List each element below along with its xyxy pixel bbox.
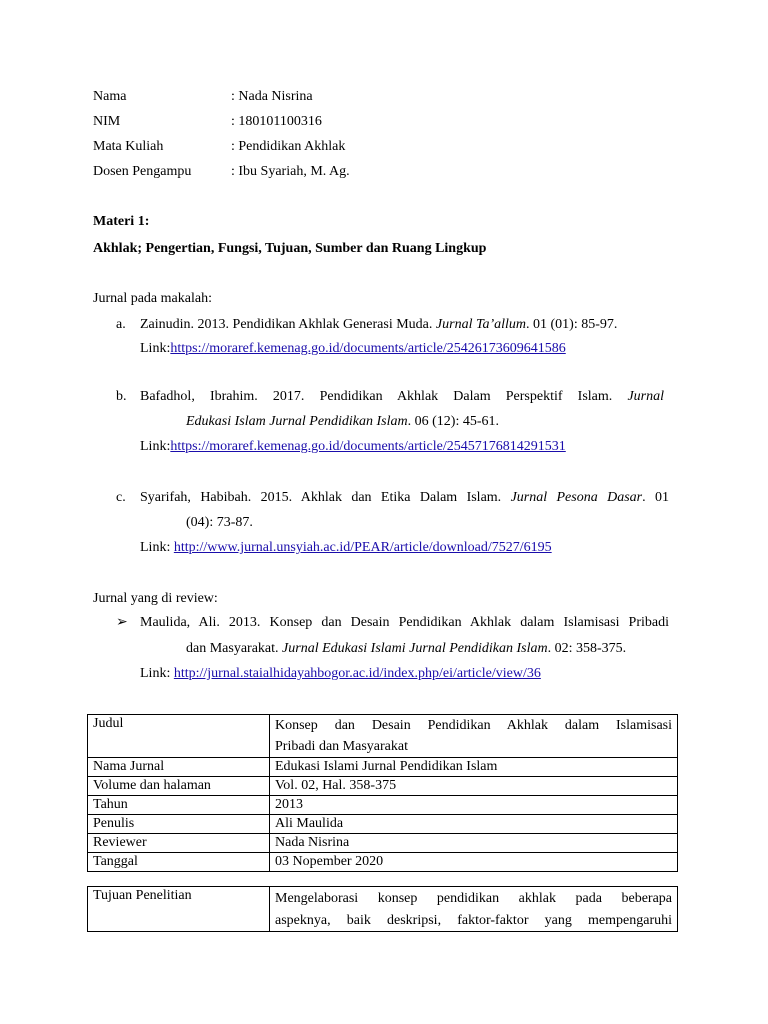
ref-b-journal-part2: Edukasi Islam Jurnal Pendidikan Islam	[186, 414, 408, 429]
ref-a-marker: a.	[116, 317, 126, 332]
ref-c-link-prefix: Link:	[140, 540, 174, 555]
review-text: dan Masyarakat.	[186, 641, 283, 656]
ref-c-pages: (04): 73-87.	[186, 515, 253, 530]
ref-a-journal: Jurnal Ta’allum	[435, 317, 527, 332]
identity-value-nama: : Nada Nisrina	[231, 89, 313, 104]
identity-label-nim: NIM	[93, 114, 121, 129]
ref-b-marker: b.	[116, 389, 127, 404]
review-issue: . 02: 358-375.	[547, 641, 627, 656]
ref-b-citation-line2	[186, 413, 499, 431]
table-label-judul: Judul	[88, 715, 270, 758]
table-value: 03 Nopember 2020	[270, 853, 678, 872]
ref-c-link[interactable]: http://www.jurnal.unsyiah.ac.id/PEAR/article/download/7527/6195	[173, 540, 552, 555]
review-citation-line1: Maulida, Ali. 2013. Konsep dan Desain Pendidikan Akhlak dalam Islamisasi Pribadi	[140, 615, 669, 630]
review-link[interactable]: http://jurnal.staialhidayahbogor.ac.id/index.php/ei/article/view/36	[173, 666, 541, 681]
research-table	[87, 886, 678, 932]
ref-c-citation-line1	[140, 489, 669, 507]
ref-a-text: Zainudin. 2013. Pendidikan Akhlak Generasi Muda.	[140, 317, 436, 332]
ref-c-link-line	[140, 539, 552, 557]
ref-c-marker: c.	[116, 490, 126, 505]
review-heading: Jurnal yang di review:	[93, 591, 218, 606]
makalah-heading: Jurnal pada makalah:	[93, 291, 212, 306]
identity-label-nama: Nama	[93, 89, 127, 104]
ref-c-issue: . 01	[642, 490, 669, 505]
table-label: Reviewer	[88, 834, 270, 853]
table-row	[88, 834, 678, 853]
table-label-tujuan: Tujuan Penelitian	[88, 887, 270, 932]
ref-c-journal: Jurnal Pesona Dasar	[510, 490, 643, 505]
identity-label-mata-kuliah: Mata Kuliah	[93, 139, 164, 154]
ref-b-citation-line1	[140, 388, 664, 406]
tujuan-line2: aspeknya, baik deskripsi, faktor-faktor yang mempengaruhi	[275, 913, 672, 928]
ref-b-link-line	[140, 438, 566, 456]
judul-line2: Pribadi dan Masyarakat	[275, 739, 408, 754]
tujuan-line1: Mengelaborasi konsep pendidikan akhlak pada beberapa	[275, 891, 672, 906]
review-link-prefix: Link:	[140, 666, 174, 681]
table-value: Edukasi Islami Jurnal Pendidikan Islam	[270, 758, 678, 777]
table-row	[88, 815, 678, 834]
ref-a-issue: . 01 (01): 85-97.	[526, 317, 618, 332]
materi-heading: Materi 1:	[93, 214, 150, 229]
ref-b-journal-part1: Jurnal	[627, 389, 664, 404]
table-value-tujuan	[270, 887, 678, 932]
table-value: Nada Nisrina	[270, 834, 678, 853]
ref-b-link-prefix: Link:	[140, 439, 171, 454]
identity-value-mata-kuliah: : Pendidikan Akhlak	[231, 139, 346, 154]
table-label: Tahun	[88, 796, 270, 815]
ref-a-citation	[140, 316, 617, 334]
ref-b-link[interactable]: https://moraref.kemenag.go.id/documents/article/25457176814291531	[170, 439, 566, 454]
ref-a-link-line	[140, 340, 566, 358]
table-row	[88, 715, 678, 758]
table-row	[88, 796, 678, 815]
identity-value-dosen: : Ibu Syariah, M. Ag.	[231, 164, 350, 179]
table-label: Penulis	[88, 815, 270, 834]
review-link-line	[140, 665, 541, 683]
ref-b-text: Bafadhol, Ibrahim. 2017. Pendidikan Akhlak Dalam Perspektif Islam.	[140, 389, 628, 404]
identity-value-nim: : 180101100316	[231, 114, 322, 129]
identity-label-dosen: Dosen Pengampu	[93, 164, 192, 179]
ref-a-link[interactable]: https://moraref.kemenag.go.id/documents/article/25426173609641586	[170, 341, 566, 356]
table-row	[88, 853, 678, 872]
table-value-judul	[270, 715, 678, 758]
review-citation-line2	[186, 640, 626, 658]
table-row	[88, 758, 678, 777]
table-row	[88, 887, 678, 932]
arrow-bullet-icon: ➢	[116, 615, 128, 630]
table-value: Ali Maulida	[270, 815, 678, 834]
table-value: Vol. 02, Hal. 358-375	[270, 777, 678, 796]
review-journal: Jurnal Edukasi Islami Jurnal Pendidikan Islam	[282, 641, 548, 656]
table-value: 2013	[270, 796, 678, 815]
review-table	[87, 714, 678, 872]
table-label: Tanggal	[88, 853, 270, 872]
materi-title: Akhlak; Pengertian, Fungsi, Tujuan, Sumber dan Ruang Lingkup	[93, 241, 487, 256]
table-row	[88, 777, 678, 796]
judul-line1: Konsep dan Desain Pendidikan Akhlak dalam Islamisasi	[275, 718, 672, 733]
table-label: Nama Jurnal	[88, 758, 270, 777]
ref-b-issue: . 06 (12): 45-61.	[407, 414, 500, 429]
ref-c-text: Syarifah, Habibah. 2015. Akhlak dan Etika Dalam Islam.	[140, 490, 511, 505]
ref-a-link-prefix: Link:	[140, 341, 171, 356]
table-label: Volume dan halaman	[88, 777, 270, 796]
